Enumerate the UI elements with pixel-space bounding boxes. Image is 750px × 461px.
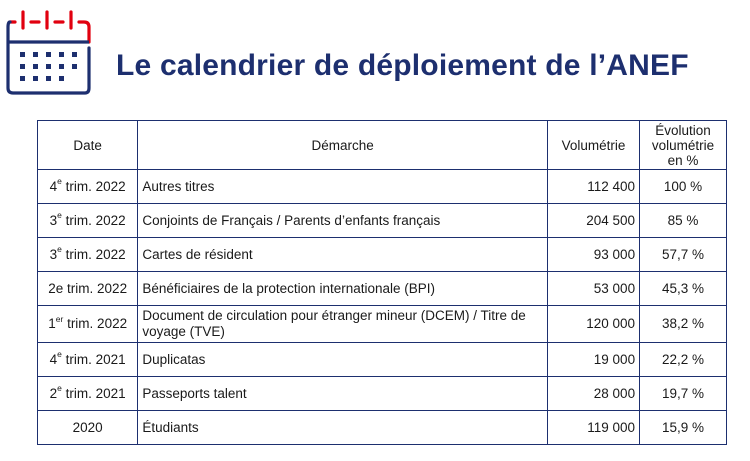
header-demarche: Démarche [138, 121, 548, 170]
evolution-cell: 22,2 % [640, 343, 727, 377]
deployment-table [37, 120, 727, 445]
header-volumetrie: Volumétrie [548, 121, 640, 170]
demarche-cell: Document de circulation pour étranger mineur (DCEM) / Titre de voyage (TVE) [138, 306, 548, 343]
evolution-cell: 19,7 % [640, 377, 727, 411]
table-row [38, 343, 727, 377]
evolution-cell: 38,2 % [640, 306, 727, 343]
header-evolution [640, 121, 727, 170]
table-row [38, 377, 727, 411]
table-row [38, 238, 727, 272]
header-evolution-line2: volumétrie [651, 137, 715, 153]
volumetrie-cell: 119 000 [548, 411, 640, 445]
evolution-cell: 15,9 % [640, 411, 727, 445]
evolution-cell: 85 % [640, 204, 727, 238]
date-cell: 2e trim. 2022 [38, 272, 138, 306]
demarche-cell: Autres titres [138, 170, 548, 204]
evolution-cell: 100 % [640, 170, 727, 204]
evolution-cell: 57,7 % [640, 238, 727, 272]
demarche-cell: Duplicatas [138, 343, 548, 377]
date-cell: 4e trim. 2022 [38, 170, 138, 204]
calendar-icon [6, 6, 96, 98]
demarche-cell: Bénéficiaires de la protection internationale (BPI) [138, 272, 548, 306]
volumetrie-cell: 112 400 [548, 170, 640, 204]
header [0, 0, 750, 110]
date-cell: 3e trim. 2022 [38, 238, 138, 272]
volumetrie-cell: 204 500 [548, 204, 640, 238]
header-evolution-line1: Évolution [655, 122, 711, 138]
table-row [38, 272, 727, 306]
date-cell: 4e trim. 2021 [38, 343, 138, 377]
header-evolution-line3: en % [667, 152, 699, 168]
table-row [38, 411, 727, 445]
demarche-cell: Cartes de résident [138, 238, 548, 272]
date-cell: 3e trim. 2022 [38, 204, 138, 238]
date-cell: 1er trim. 2022 [38, 306, 138, 343]
date-cell: 2020 [38, 411, 138, 445]
demarche-cell: Étudiants [138, 411, 548, 445]
table-row [38, 170, 727, 204]
table-row [38, 204, 727, 238]
demarche-cell: Conjoints de Français / Parents d’enfants français [138, 204, 548, 238]
table-header-row [38, 121, 727, 170]
volumetrie-cell: 19 000 [548, 343, 640, 377]
date-cell: 2e trim. 2021 [38, 377, 138, 411]
page-title: Le calendrier de déploiement de l’ANEF [116, 49, 689, 82]
volumetrie-cell: 93 000 [548, 238, 640, 272]
volumetrie-cell: 53 000 [548, 272, 640, 306]
volumetrie-cell: 120 000 [548, 306, 640, 343]
demarche-cell: Passeports talent [138, 377, 548, 411]
volumetrie-cell: 28 000 [548, 377, 640, 411]
evolution-cell: 45,3 % [640, 272, 727, 306]
table-row [38, 306, 727, 343]
header-date: Date [38, 121, 138, 170]
